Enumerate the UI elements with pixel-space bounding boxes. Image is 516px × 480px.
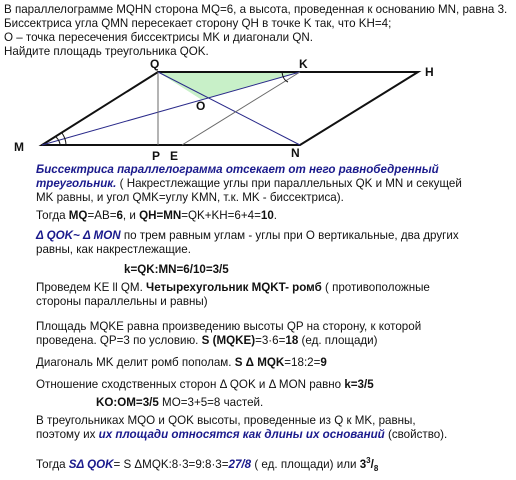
area-mqk: S Δ MQK xyxy=(234,356,285,369)
solution-line-17 xyxy=(36,454,378,476)
triangle-qok-fill xyxy=(158,72,300,100)
text: =18:2= xyxy=(284,356,321,369)
solution-line-16 xyxy=(36,428,447,441)
area-mqke: S (MQKE) xyxy=(201,334,256,347)
label-q: Q xyxy=(150,58,160,71)
solution-line-15: В треугольниках MQO и QOK высоты, проведенные из Q к MK, равны, xyxy=(36,414,416,427)
text: . xyxy=(273,209,278,222)
label-n: N xyxy=(291,146,300,160)
label-e: E xyxy=(170,149,179,163)
text: Отношение сходственных сторон Δ QOK и Δ MON равно xyxy=(36,378,345,391)
bold-six: 6 xyxy=(116,209,123,222)
bisector-mk xyxy=(42,72,300,145)
answer-mixed-num: 3 xyxy=(366,456,371,465)
explanation-text: ( Накрестлежащие углы при параллельных QK и MN и секущей xyxy=(116,177,462,190)
text: ( ед. площади) или xyxy=(251,457,360,471)
problem-line-4: Найдите площадь треугольника QOK. xyxy=(4,45,209,58)
problem-line-1: В параллелограмме MQHN сторона MQ=6, а высота, проведенная к основанию MN, равна 3. xyxy=(4,3,508,16)
answer-mixed-den: 8 xyxy=(373,464,379,474)
bold-ten: 10 xyxy=(260,209,274,222)
solution-line-6: равны, как накрестлежащие. xyxy=(36,243,191,256)
solution-line-12 xyxy=(36,356,327,369)
solution-line-1 xyxy=(36,163,439,176)
claim-bisector-cont: треугольник. xyxy=(36,177,117,190)
ratio-k-bold: k=3/5 xyxy=(344,378,374,391)
area-value-9: 9 xyxy=(320,356,327,369)
text: =3·6= xyxy=(255,334,286,347)
text: по трем равным углам - углы при O вертикальные, два других xyxy=(120,229,459,242)
solution-line-8 xyxy=(36,281,430,294)
answer-mixed-slash: / xyxy=(370,457,374,471)
ratio-k: k=QK:MN=6/10= xyxy=(124,263,213,276)
solution-line-4 xyxy=(36,209,277,222)
text: поэтому их xyxy=(36,428,99,441)
text: = S ΔMQK:8·3=9:8·3= xyxy=(113,457,229,471)
label-h: H xyxy=(425,65,434,79)
answer-27-8: 27/8 xyxy=(228,457,252,471)
area-value-18: 18 xyxy=(285,334,299,347)
label-m: M xyxy=(14,140,24,154)
solution-line-14 xyxy=(96,396,263,409)
text: проведена. QP=3 по условию. xyxy=(36,334,202,347)
area-qok: SΔ QOK xyxy=(68,457,114,471)
solution-line-2 xyxy=(36,177,462,190)
text: =QK+KH=6+4= xyxy=(181,209,261,222)
solution-line-9: стороны параллельны и равны) xyxy=(36,295,208,308)
answer-mixed-whole: 3 xyxy=(359,457,367,471)
parallelogram-figure xyxy=(0,58,516,168)
text: =AB= xyxy=(87,209,117,222)
solution-line-5 xyxy=(36,229,459,242)
solution-line-7 xyxy=(124,263,229,276)
claim-bisector: Биссектриса параллелограмма отсекает от него равнобедренный xyxy=(36,163,439,176)
text: MO=3+5=8 частей. xyxy=(158,396,264,409)
text: Проведем KE ll QM. xyxy=(36,281,147,294)
label-p: P xyxy=(152,149,161,163)
rhombus-claim: Четырехугольник MQKT- ромб xyxy=(146,281,322,294)
area-ratio-claim: их площади относятся как длины их оснований xyxy=(98,428,385,441)
bold-qh-mn: QH=MN xyxy=(139,209,182,222)
text: (ед. площади) xyxy=(298,334,378,347)
text: ( противоположные xyxy=(321,281,430,294)
solution-line-13 xyxy=(36,378,374,391)
ko-om-ratio: KO:OM=3/5 xyxy=(96,396,159,409)
problem-line-2: Биссектриса угла QMN пересекает сторону QH в точке K так, что KH=4; xyxy=(4,17,392,30)
bold-mq: MQ xyxy=(68,209,88,222)
solution-line-10: Площадь MQKE равна произведению высоты QP на сторону, к которой xyxy=(36,320,422,333)
problem-line-3: O – точка пересечения биссектрисы MK и диагонали QN. xyxy=(4,31,313,44)
text: Диагональ MK делит ромб пополам. xyxy=(36,356,235,369)
solution-line-3: MK равны, и угол QMK=углу KMN, т.к. MK - биссектриса). xyxy=(36,191,344,204)
label-o: O xyxy=(196,99,206,113)
solution-line-11 xyxy=(36,334,378,347)
text: , и xyxy=(122,209,140,222)
label-k: K xyxy=(299,58,308,71)
text: (свойство). xyxy=(384,428,448,441)
ratio-k-value: 3/5 xyxy=(212,263,229,276)
text: Тогда xyxy=(36,457,69,471)
similar-triangles: Δ QOK~ Δ MON xyxy=(36,229,121,242)
text: Тогда xyxy=(36,209,69,222)
